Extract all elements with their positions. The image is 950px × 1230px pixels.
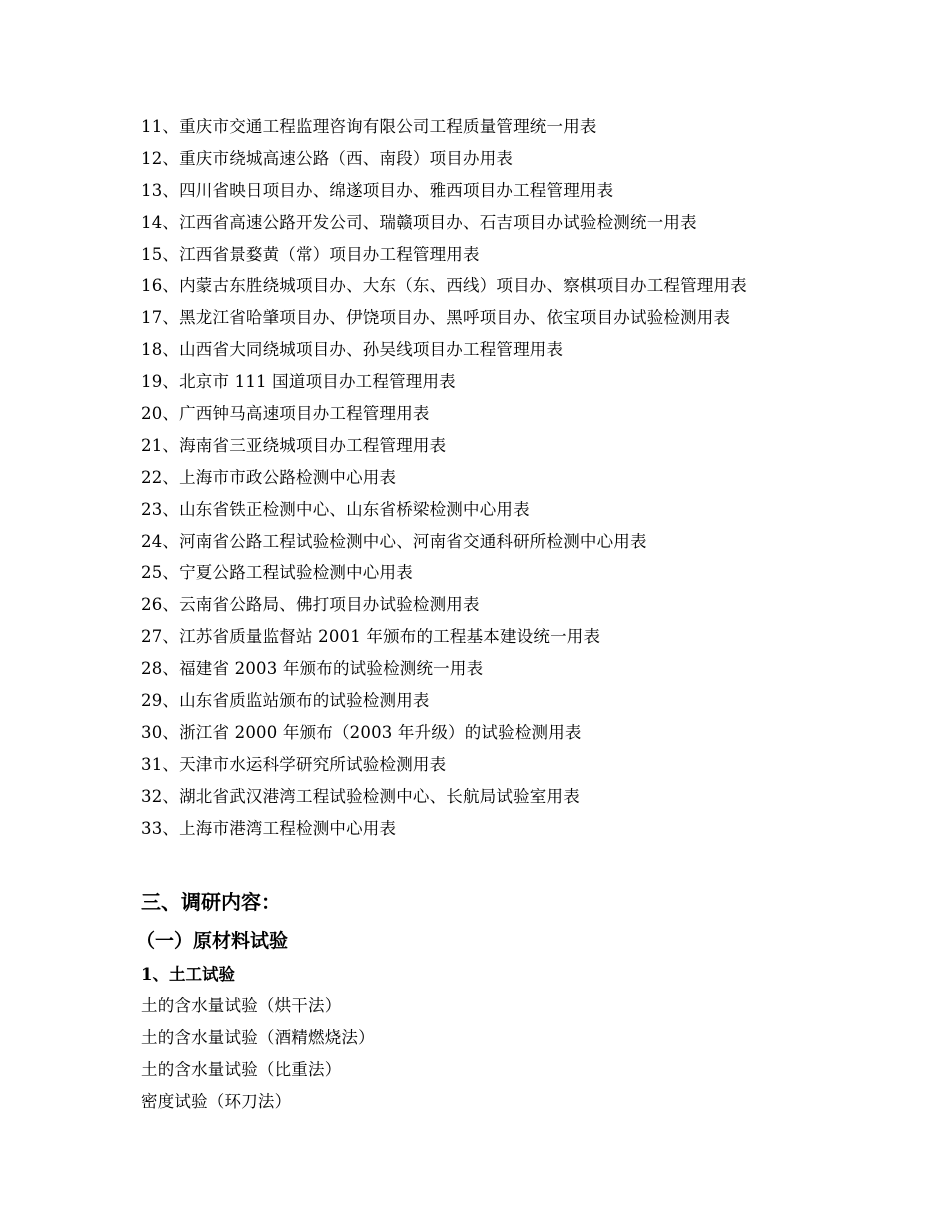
list-item: 33、上海市港湾工程检测中心用表 — [141, 818, 397, 838]
list-item: 17、黑龙江省哈肇项目办、伊饶项目办、黑呼项目办、依宝项目办试验检测用表 — [141, 308, 731, 328]
list-item: 20、广西钟马高速项目办工程管理用表 — [141, 404, 430, 424]
list-item: 24、河南省公路工程试验检测中心、河南省交通科研所检测中心用表 — [141, 531, 647, 551]
list-item: 11、重庆市交通工程监理咨询有限公司工程质量管理统一用表 — [141, 117, 597, 136]
list-item: 14、江西省高速公路开发公司、瑞赣项目办、石吉项目办试验检测统一用表 — [141, 212, 697, 232]
list-item: 19、北京市 111 国道项目办工程管理用表 — [141, 372, 456, 392]
test-item: 土的含水量试验（酒精燃烧法） — [141, 1028, 375, 1047]
list-item: 12、重庆市绕城高速公路（西、南段）项目办用表 — [141, 148, 514, 168]
list-item: 23、山东省铁正检测中心、山东省桥梁检测中心用表 — [141, 499, 530, 519]
list-item: 16、内蒙古东胜绕城项目办、大东（东、西线）项目办、察棋项目办工程管理用表 — [141, 276, 747, 296]
unit-form-list — [141, 111, 901, 844]
list-item: 22、上海市市政公路检测中心用表 — [141, 467, 397, 487]
subsubsection-heading: 1、土工试验 — [141, 965, 235, 984]
subsection-heading: （一）原材料试验 — [136, 930, 289, 952]
list-item: 29、山东省质监站颁布的试验检测用表 — [141, 691, 430, 711]
list-item: 18、山西省大同绕城项目办、孙吴线项目办工程管理用表 — [141, 340, 564, 360]
list-item: 32、湖北省武汉港湾工程试验检测中心、长航局试验室用表 — [141, 786, 580, 806]
list-item: 13、四川省映日项目办、绵遂项目办、雅西项目办工程管理用表 — [141, 180, 614, 200]
test-list — [141, 990, 901, 1118]
section-heading: 三、调研内容： — [141, 890, 281, 914]
list-item: 21、海南省三亚绕城项目办工程管理用表 — [141, 435, 447, 455]
test-item: 密度试验（环刀法） — [141, 1092, 292, 1111]
list-item: 26、云南省公路局、佛打项目办试验检测用表 — [141, 595, 480, 615]
list-item: 28、福建省 2003 年颁布的试验检测统一用表 — [141, 659, 484, 679]
list-item: 31、天津市水运科学研究所试验检测用表 — [141, 754, 447, 774]
list-item: 15、江西省景婺黄（常）项目办工程管理用表 — [141, 244, 480, 264]
test-item: 土的含水量试验（烘干法） — [141, 996, 342, 1015]
list-item: 30、浙江省 2000 年颁布（2003 年升级）的试验检测用表 — [141, 722, 582, 742]
list-item: 25、宁夏公路工程试验检测中心用表 — [141, 563, 413, 583]
list-item: 27、江苏省质量监督站 2001 年颁布的工程基本建设统一用表 — [141, 627, 601, 647]
test-item: 土的含水量试验（比重法） — [141, 1060, 342, 1079]
